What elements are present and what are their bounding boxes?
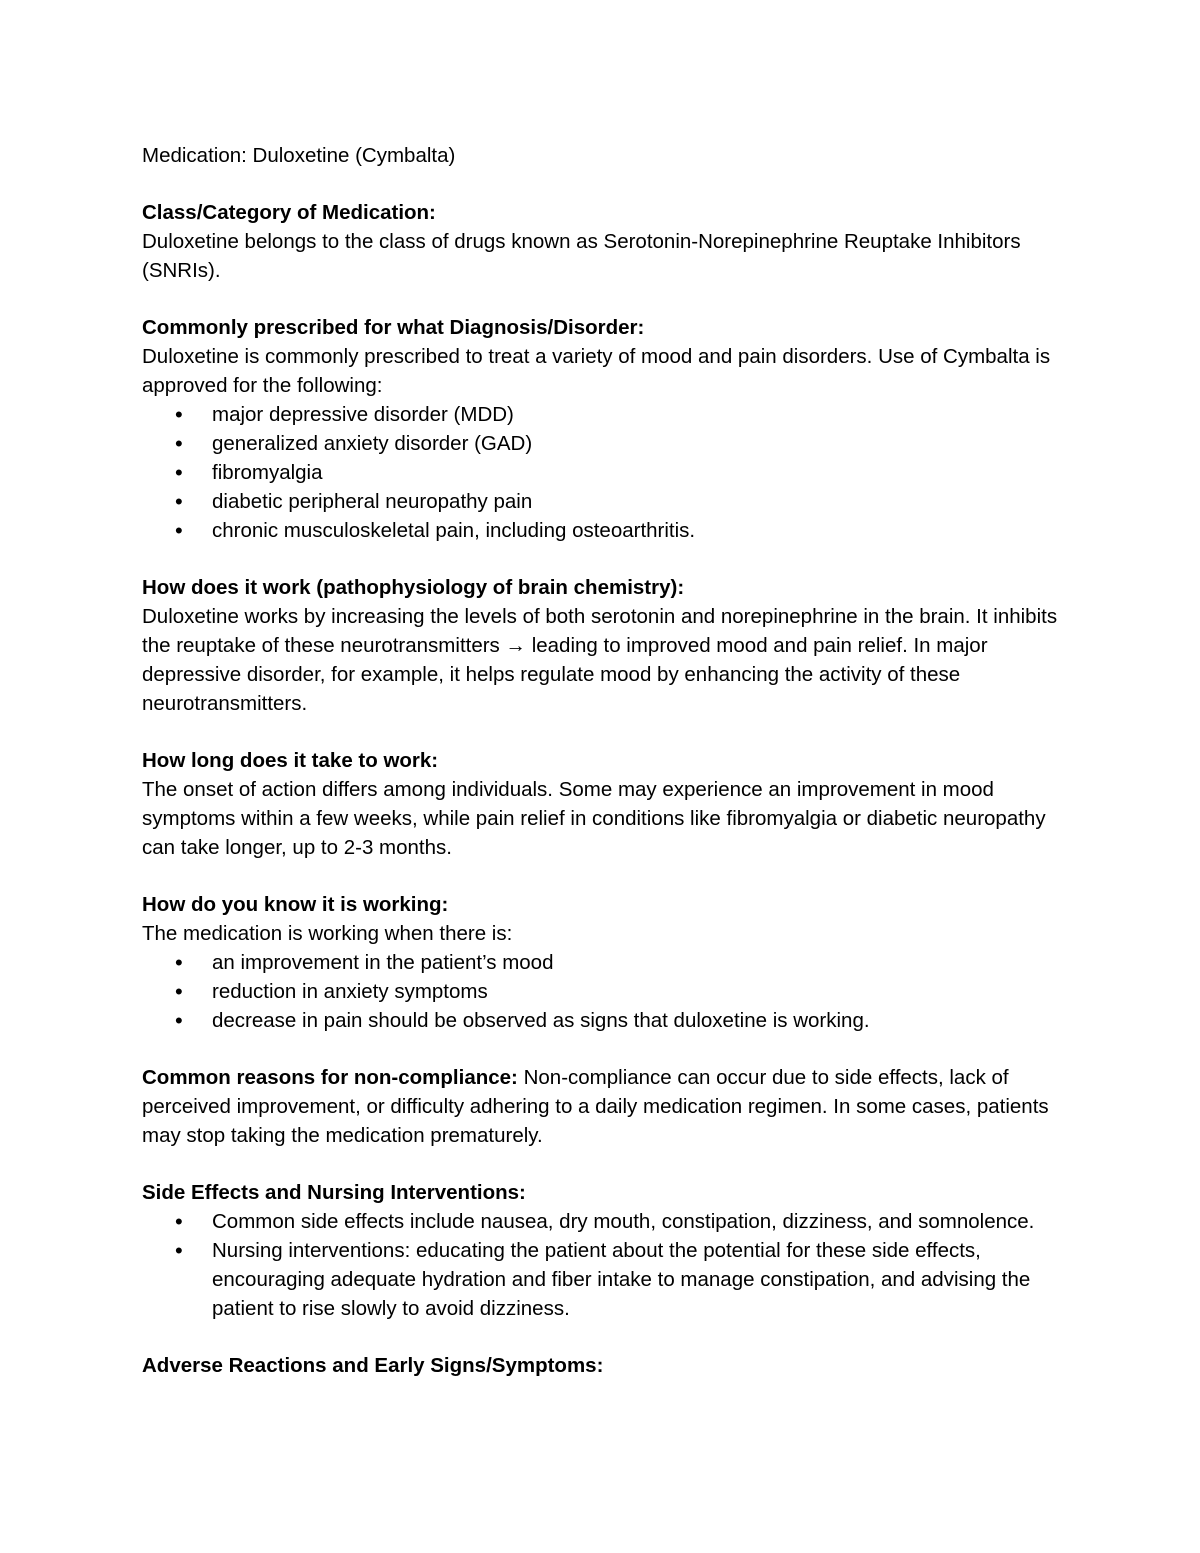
list-item: • reduction in anxiety symptoms <box>212 977 1072 1006</box>
section-text-effectiveness: The medication is working when there is: <box>142 922 513 945</box>
list-item: • chronic musculoskeletal pain, including osteoarthritis. <box>212 516 1072 545</box>
effectiveness-list <box>142 948 1072 1035</box>
list-item: • major depressive disorder (MDD) <box>212 400 1072 429</box>
section-heading-noncompliance: Common reasons for non-compliance: <box>142 1066 518 1089</box>
section-effectiveness <box>142 890 1072 1035</box>
section-text-mechanism: Duloxetine works by increasing the levels of both serotonin and norepinephrine in the brain. It inhibits the reuptake of these neurotransmitters → leading to improved mood and pain relief. In major depressive disorder, for example, it helps regulate mood by enhancing the activity of these neurotransmitters. <box>142 605 1058 715</box>
section-heading-onset: How long does it take to work: <box>142 749 439 772</box>
section-heading-effectiveness: How do you know it is working: <box>142 893 449 916</box>
list-item: • generalized anxiety disorder (GAD) <box>212 429 1072 458</box>
section-text-diagnosis: Duloxetine is commonly prescribed to treat a variety of mood and pain disorders. Use of Cymbalta is approved for the following: <box>142 345 1051 397</box>
list-item: • an improvement in the patient’s mood <box>212 948 1072 977</box>
section-text-onset: The onset of action differs among individuals. Some may experience an improvement in mood symptoms within a few weeks, while pain relief in conditions like fibromyalgia or diabetic neuropathy can take longer, up to 2-3 months. <box>142 778 1046 859</box>
section-heading-adverse: Adverse Reactions and Early Signs/Symptoms: <box>142 1354 604 1377</box>
page-title: Medication: Duloxetine (Cymbalta) <box>142 144 456 167</box>
section-heading-class: Class/Category of Medication: <box>142 201 436 224</box>
section-text-class: Duloxetine belongs to the class of drugs known as Serotonin-Norepinephrine Reuptake Inhibitors (SNRIs). <box>142 230 1021 282</box>
section-heading-diagnosis: Commonly prescribed for what Diagnosis/Disorder: <box>142 316 645 339</box>
list-item: • Nursing interventions: educating the patient about the potential for these side effects, encouraging adequate hydration and fiber intake to manage constipation, and advising the patient to rise slowly to avoid dizziness. <box>212 1236 1072 1323</box>
section-text-noncompliance: Non-compliance can occur due to side effects, lack of perceived improvement, or difficulty adhering to a daily medication regimen. In some cases, patients may stop taking the medication prematurely. <box>142 1066 1049 1147</box>
section-diagnosis <box>142 313 1072 545</box>
list-item: • diabetic peripheral neuropathy pain <box>212 487 1072 516</box>
document-page <box>142 141 1072 1408</box>
section-class <box>142 198 1072 285</box>
list-item: • fibromyalgia <box>212 458 1072 487</box>
section-onset <box>142 746 1072 862</box>
list-item: • decrease in pain should be observed as signs that duloxetine is working. <box>212 1006 1072 1035</box>
section-heading-side-effects: Side Effects and Nursing Interventions: <box>142 1181 526 1204</box>
section-mechanism <box>142 573 1072 718</box>
section-paragraph-noncompliance <box>142 1063 1072 1150</box>
list-item: • Common side effects include nausea, dry mouth, constipation, dizziness, and somnolence. <box>212 1207 1072 1236</box>
side-effects-list <box>142 1207 1072 1323</box>
section-adverse <box>142 1351 1072 1380</box>
section-heading-mechanism: How does it work (pathophysiology of brain chemistry): <box>142 576 685 599</box>
diagnosis-list <box>142 400 1072 545</box>
section-noncompliance <box>142 1063 1072 1150</box>
section-side-effects <box>142 1178 1072 1323</box>
